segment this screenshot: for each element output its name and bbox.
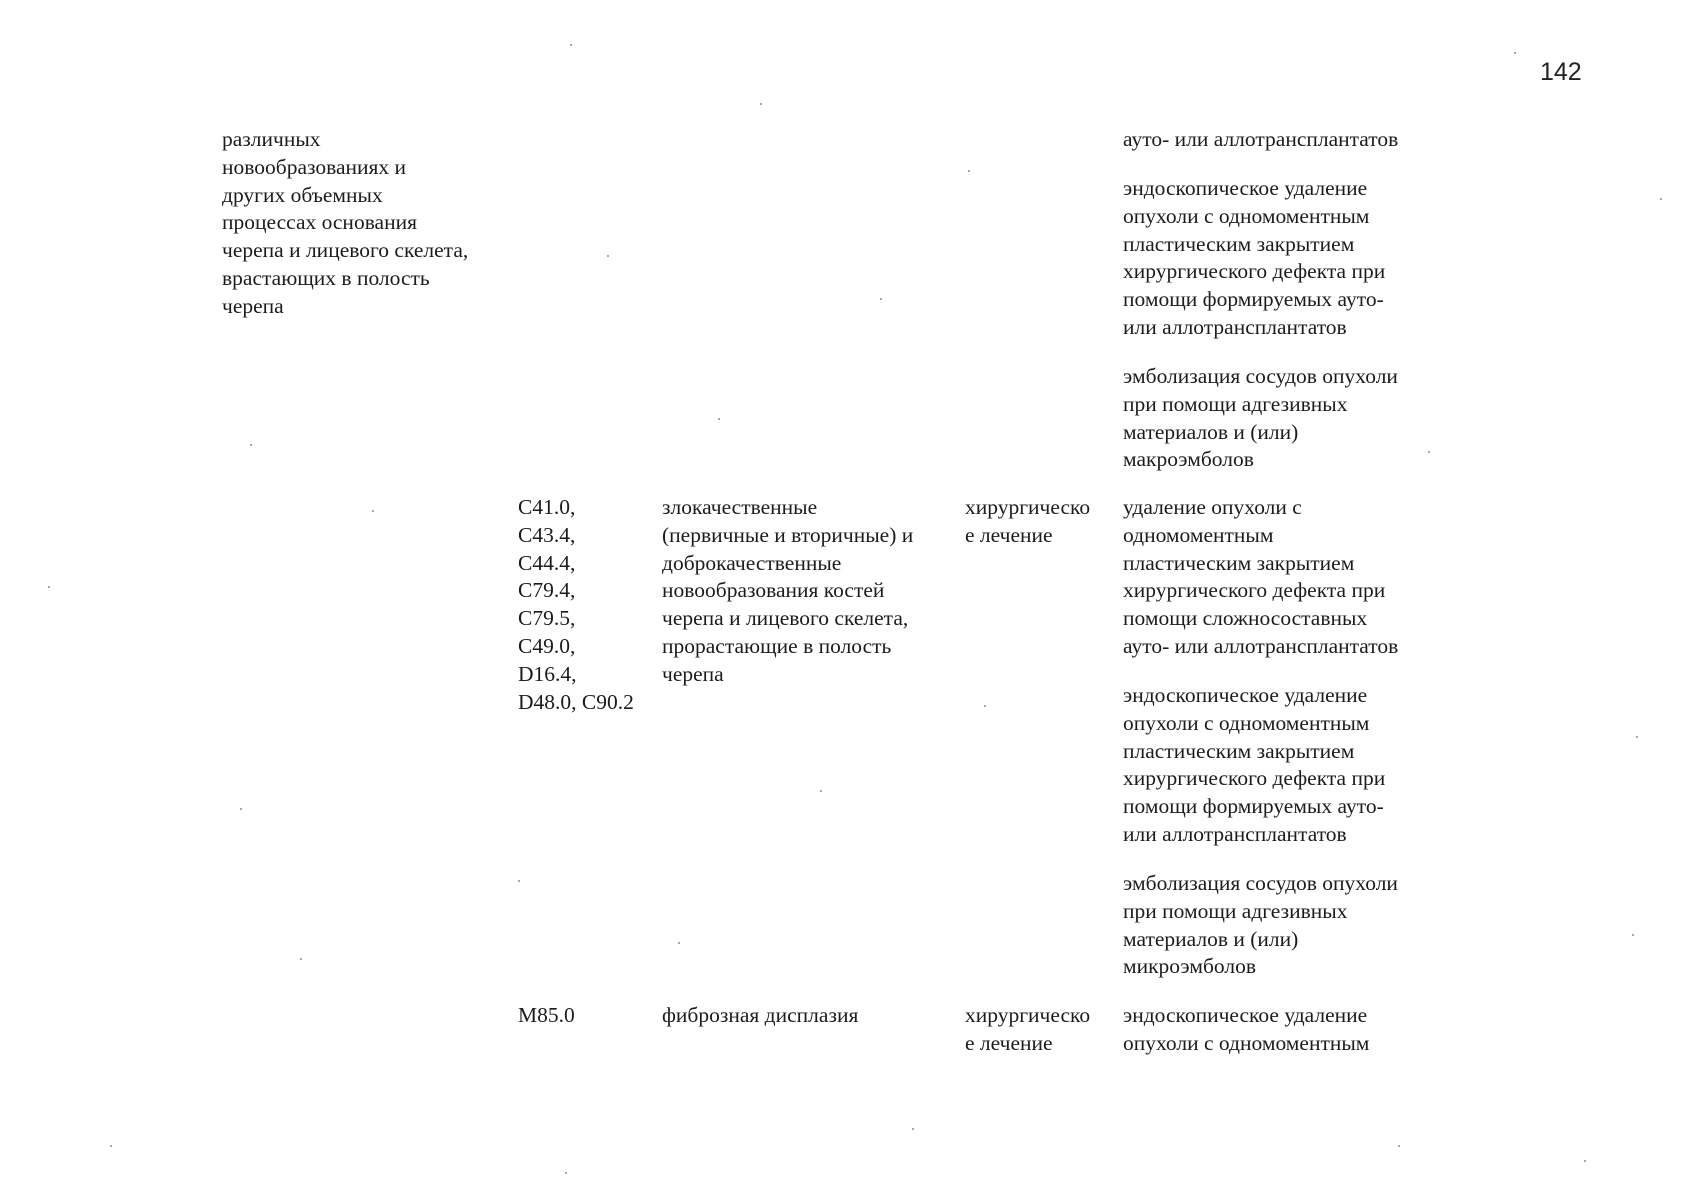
- table-cell-method: ауто- или аллотрансплантатов: [1123, 127, 1399, 151]
- table-cell-codes: C41.0, C43.4, C44.4, C79.4, C79.5, C49.0, D16.4, D48.0, C90.2: [518, 495, 634, 714]
- table-cell-method: эндоскопическое удаление опухоли с одномоментным: [1123, 1003, 1370, 1055]
- table-cell-description: злокачественные (первичные и вторичные) и доброкачественные новообразования костей черепа и лицевого скелета, прорастающие в полость черепа: [662, 495, 914, 686]
- table-cell-codes: M85.0: [518, 1003, 575, 1027]
- table-cell-method: эмболизация сосудов опухоли при помощи адгезивных материалов и (или) макроэмболов: [1123, 364, 1398, 472]
- table-cell-method: эмболизация сосудов опухоли при помощи адгезивных материалов и (или) микроэмболов: [1123, 871, 1398, 979]
- table-cell-description: фиброзная дисплазия: [662, 1003, 859, 1027]
- table-cell-method: удаление опухоли с одномоментным пластическим закрытием хирургического дефекта при помощи сложносоставных ауто- или аллотрансплантатов: [1123, 495, 1399, 658]
- table-cell-treatment: хирургическо е лечение: [965, 1003, 1091, 1055]
- table-cell-method: эндоскопическое удаление опухоли с одномоментным пластическим закрытием хирургического дефекта при помощи формируемых ауто- или аллотрансплантатов: [1123, 683, 1386, 846]
- table-cell-treatment: хирургическо е лечение: [965, 495, 1091, 547]
- table-cell-method: эндоскопическое удаление опухоли с одномоментным пластическим закрытием хирургического дефекта при помощи формируемых ауто- или аллотрансплантатов: [1123, 176, 1386, 339]
- table-cell-indication: различных новообразованиях и других объемных процессах основания черепа и лицевого скелета, врастающих в полость черепа: [222, 127, 469, 318]
- page-number: 142: [1540, 58, 1582, 86]
